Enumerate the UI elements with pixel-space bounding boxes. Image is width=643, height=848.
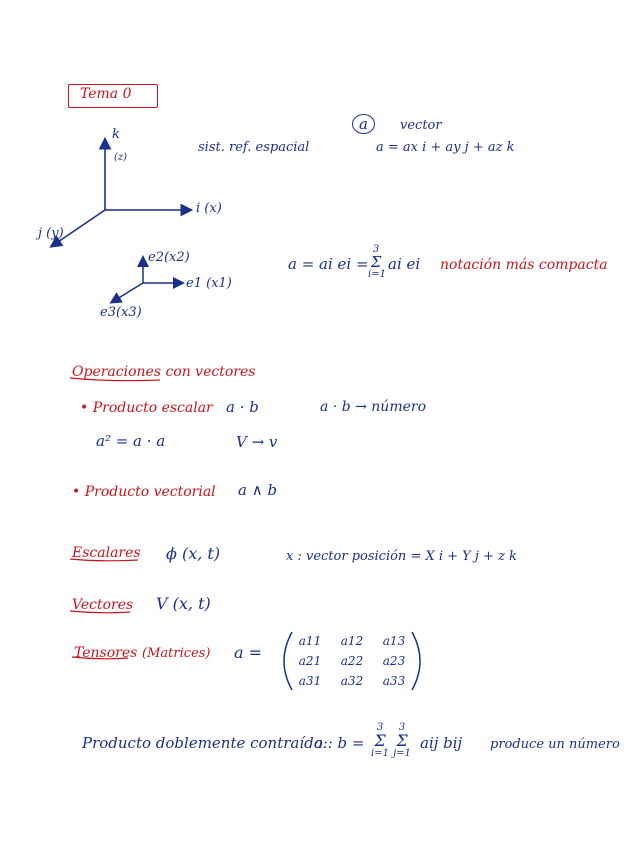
doble-formula-right: aij bij	[420, 734, 463, 752]
notation-comment: notación más compacta	[440, 257, 608, 273]
notation-formula-right: ai ei	[388, 255, 421, 273]
i-label: i (x)	[196, 201, 222, 216]
v-formula: V → v	[236, 433, 278, 451]
doble-sum-i: 3 Σ i=1	[371, 722, 389, 759]
doble-label: Producto doblemente contraído:	[82, 734, 328, 752]
matrix-cell: a23	[382, 654, 406, 668]
vector-symbol: a	[352, 114, 375, 134]
matrix-cell: a13	[382, 634, 406, 648]
e3-label: e3(x3)	[100, 305, 142, 320]
matrix-cell: a31	[298, 674, 322, 688]
tensores-label: Tensores	[74, 645, 138, 661]
a-squared-formula: a² = a · a	[96, 432, 166, 450]
vectores-formula: V (x, t)	[156, 594, 211, 613]
sist-ref-label: sist. ref. espacial	[198, 140, 310, 155]
doble-sum-j: 3 Σ j=1	[393, 722, 411, 759]
matrix-cell: a22	[340, 654, 364, 668]
vectores-label: Vectores	[72, 597, 134, 613]
operaciones-heading: Operaciones con vectores	[72, 364, 256, 380]
doble-formula-left: a : b =	[314, 734, 365, 752]
tensor-symbol: a =	[234, 643, 263, 662]
producto-vectorial-formula: a ∧ b	[238, 481, 278, 499]
escalares-label: Escalares	[72, 545, 141, 561]
page-title: Tema 0	[80, 86, 132, 102]
tensor-matrix	[282, 632, 422, 690]
notation-formula-left: a = ai ei =	[288, 255, 369, 273]
e2-label: e2(x2)	[148, 250, 190, 265]
matrix-cell: a33	[382, 674, 406, 688]
matrix-cell: a11	[298, 634, 322, 648]
j-label: j (y)	[38, 226, 64, 241]
notation-sum: 3 Σ i=1	[368, 244, 386, 280]
z-label: (z)	[114, 152, 128, 163]
matrix-cell: a21	[298, 654, 322, 668]
producto-escalar-formula: a · b	[226, 398, 259, 416]
e1-label: e1 (x1)	[186, 276, 232, 291]
doble-comment: produce un número	[490, 737, 620, 752]
k-label: k	[112, 127, 120, 142]
matrix-cell: a32	[340, 674, 364, 688]
producto-escalar-label: • Producto escalar	[80, 400, 213, 416]
escalares-formula: ϕ (x, t)	[166, 544, 221, 563]
vector-formula: a = ax i + ay j + az k	[376, 140, 515, 155]
vector-word: vector	[400, 118, 442, 133]
producto-vectorial-label: • Producto vectorial	[72, 484, 216, 500]
producto-escalar-result: a · b → número	[320, 399, 427, 415]
matrix-cell: a12	[340, 634, 364, 648]
tensores-matrices: (Matrices)	[142, 646, 211, 661]
vector-posicion: x : vector posición = X i + Y j + z k	[286, 549, 517, 564]
